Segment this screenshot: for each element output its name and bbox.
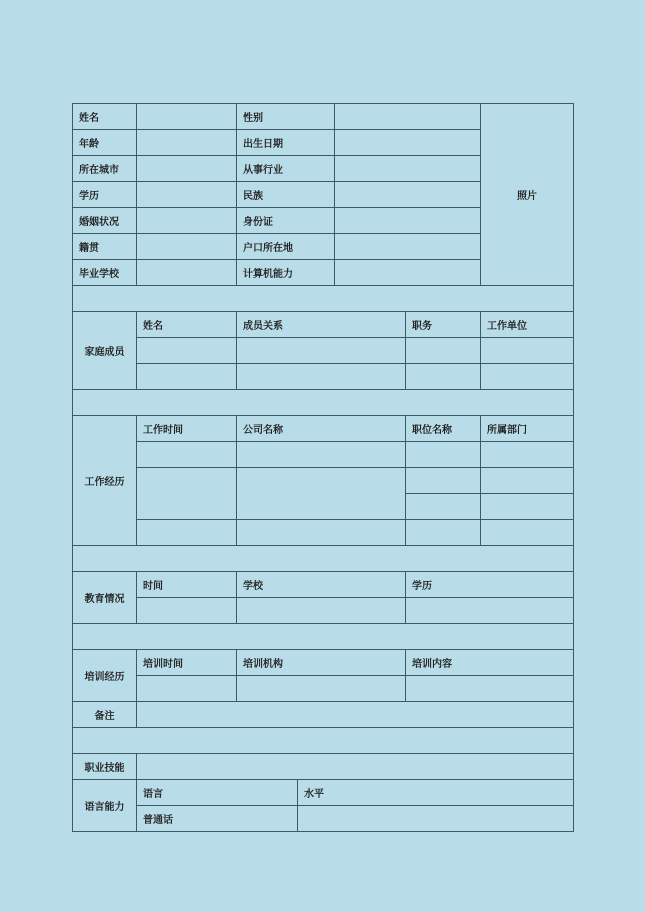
section-divider: [73, 546, 574, 572]
work-cell[interactable]: [406, 468, 481, 494]
training-cell[interactable]: [406, 676, 574, 702]
value-household[interactable]: [335, 234, 481, 260]
family-header-name: 姓名: [137, 312, 237, 338]
label-ethnicity: 民族: [237, 182, 335, 208]
language-item-mandarin: 普通话: [137, 806, 298, 832]
edu-cell[interactable]: [237, 598, 406, 624]
work-cell[interactable]: [481, 468, 574, 494]
label-education: 学历: [73, 182, 137, 208]
work-header-company: 公司名称: [237, 416, 406, 442]
section-divider: [73, 624, 574, 650]
label-id-card: 身份证: [237, 208, 335, 234]
training-header-institution: 培训机构: [237, 650, 406, 676]
work-header-department: 所属部门: [481, 416, 574, 442]
training-cell[interactable]: [137, 676, 237, 702]
work-header-position: 职位名称: [406, 416, 481, 442]
label-name: 姓名: [73, 104, 137, 130]
work-cell[interactable]: [406, 442, 481, 468]
work-section-label: 工作经历: [73, 416, 137, 546]
label-birth-date: 出生日期: [237, 130, 335, 156]
value-industry[interactable]: [335, 156, 481, 182]
training-section-label: 培训经历: [73, 650, 137, 702]
label-computer: 计算机能力: [237, 260, 335, 286]
label-marital: 婚姻状况: [73, 208, 137, 234]
work-cell[interactable]: [481, 520, 574, 546]
value-ethnicity[interactable]: [335, 182, 481, 208]
label-city: 所在城市: [73, 156, 137, 182]
work-cell[interactable]: [406, 520, 481, 546]
work-cell[interactable]: [406, 494, 481, 520]
training-header-time: 培训时间: [137, 650, 237, 676]
skills-label: 职业技能: [73, 754, 137, 780]
language-header-level: 水平: [298, 780, 574, 806]
value-school[interactable]: [137, 260, 237, 286]
value-computer[interactable]: [335, 260, 481, 286]
section-divider: [73, 728, 574, 754]
section-divider: [73, 390, 574, 416]
label-household: 户口所在地: [237, 234, 335, 260]
family-cell[interactable]: [406, 364, 481, 390]
family-cell[interactable]: [406, 338, 481, 364]
family-header-employer: 工作单位: [481, 312, 574, 338]
family-cell[interactable]: [137, 364, 237, 390]
family-cell[interactable]: [481, 338, 574, 364]
family-cell[interactable]: [481, 364, 574, 390]
family-cell[interactable]: [237, 364, 406, 390]
value-id-card[interactable]: [335, 208, 481, 234]
notes-field[interactable]: [137, 702, 574, 728]
work-cell[interactable]: [481, 442, 574, 468]
label-age: 年龄: [73, 130, 137, 156]
photo-box[interactable]: 照片: [481, 104, 574, 286]
skills-field[interactable]: [137, 754, 574, 780]
work-cell[interactable]: [137, 520, 237, 546]
edu-header-school: 学校: [237, 572, 406, 598]
label-industry: 从事行业: [237, 156, 335, 182]
language-header-language: 语言: [137, 780, 298, 806]
work-cell[interactable]: [237, 442, 406, 468]
family-cell[interactable]: [237, 338, 406, 364]
resume-form-table: [72, 103, 574, 832]
section-divider: [73, 286, 574, 312]
family-cell[interactable]: [137, 338, 237, 364]
value-native-place[interactable]: [137, 234, 237, 260]
edu-header-time: 时间: [137, 572, 237, 598]
edu-cell[interactable]: [406, 598, 574, 624]
value-birth-date[interactable]: [335, 130, 481, 156]
family-header-position: 职务: [406, 312, 481, 338]
value-marital[interactable]: [137, 208, 237, 234]
label-native-place: 籍贯: [73, 234, 137, 260]
work-cell[interactable]: [237, 468, 406, 520]
value-gender[interactable]: [335, 104, 481, 130]
value-age[interactable]: [137, 130, 237, 156]
work-cell[interactable]: [137, 468, 237, 520]
family-header-relation: 成员关系: [237, 312, 406, 338]
value-education[interactable]: [137, 182, 237, 208]
language-section-label: 语言能力: [73, 780, 137, 832]
training-header-content: 培训内容: [406, 650, 574, 676]
work-cell[interactable]: [481, 494, 574, 520]
work-cell[interactable]: [237, 520, 406, 546]
family-section-label: 家庭成员: [73, 312, 137, 390]
label-gender: 性别: [237, 104, 335, 130]
language-level-field[interactable]: [298, 806, 574, 832]
edu-section-label: 教育情况: [73, 572, 137, 624]
notes-label: 备注: [73, 702, 137, 728]
edu-header-degree: 学历: [406, 572, 574, 598]
work-header-time: 工作时间: [137, 416, 237, 442]
label-school: 毕业学校: [73, 260, 137, 286]
training-cell[interactable]: [237, 676, 406, 702]
work-cell[interactable]: [137, 442, 237, 468]
edu-cell[interactable]: [137, 598, 237, 624]
value-city[interactable]: [137, 156, 237, 182]
value-name[interactable]: [137, 104, 237, 130]
